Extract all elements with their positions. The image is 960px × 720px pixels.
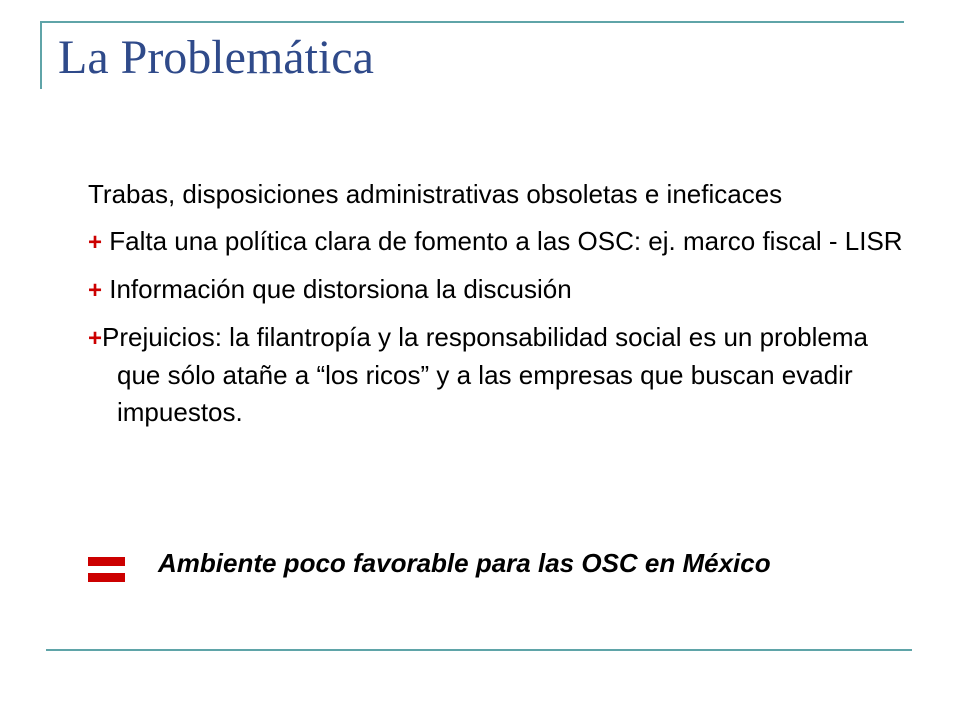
list-item (88, 176, 918, 213)
plus-icon: + (88, 325, 103, 352)
item-text: Prejuicios: la filantropía y la responsabilidad social es un problema que sólo atañe a “los ricos” y a las empresas que buscan evadir impuestos. (102, 322, 868, 427)
plus-icon: + (88, 277, 103, 304)
item-text: Trabas, disposiciones administrativas obsoletas e ineficaces (88, 179, 783, 209)
bottom-rule (46, 649, 912, 651)
slide-title: La Problemática (58, 31, 374, 84)
list-item (88, 319, 918, 431)
item-text: Falta una política clara de fomento a las OSC: ej. marco fiscal - LISR (102, 226, 903, 256)
left-rule (40, 21, 42, 89)
list-item (88, 223, 918, 261)
item-text: Información que distorsiona la discusión (102, 274, 572, 304)
list-item (88, 271, 918, 309)
equals-icon (88, 551, 128, 583)
conclusion-row (88, 545, 918, 625)
problem-list (88, 176, 918, 441)
top-rule (40, 21, 904, 23)
conclusion-text: Ambiente poco favorable para las OSC en México (158, 548, 771, 578)
plus-icon: + (88, 229, 103, 256)
